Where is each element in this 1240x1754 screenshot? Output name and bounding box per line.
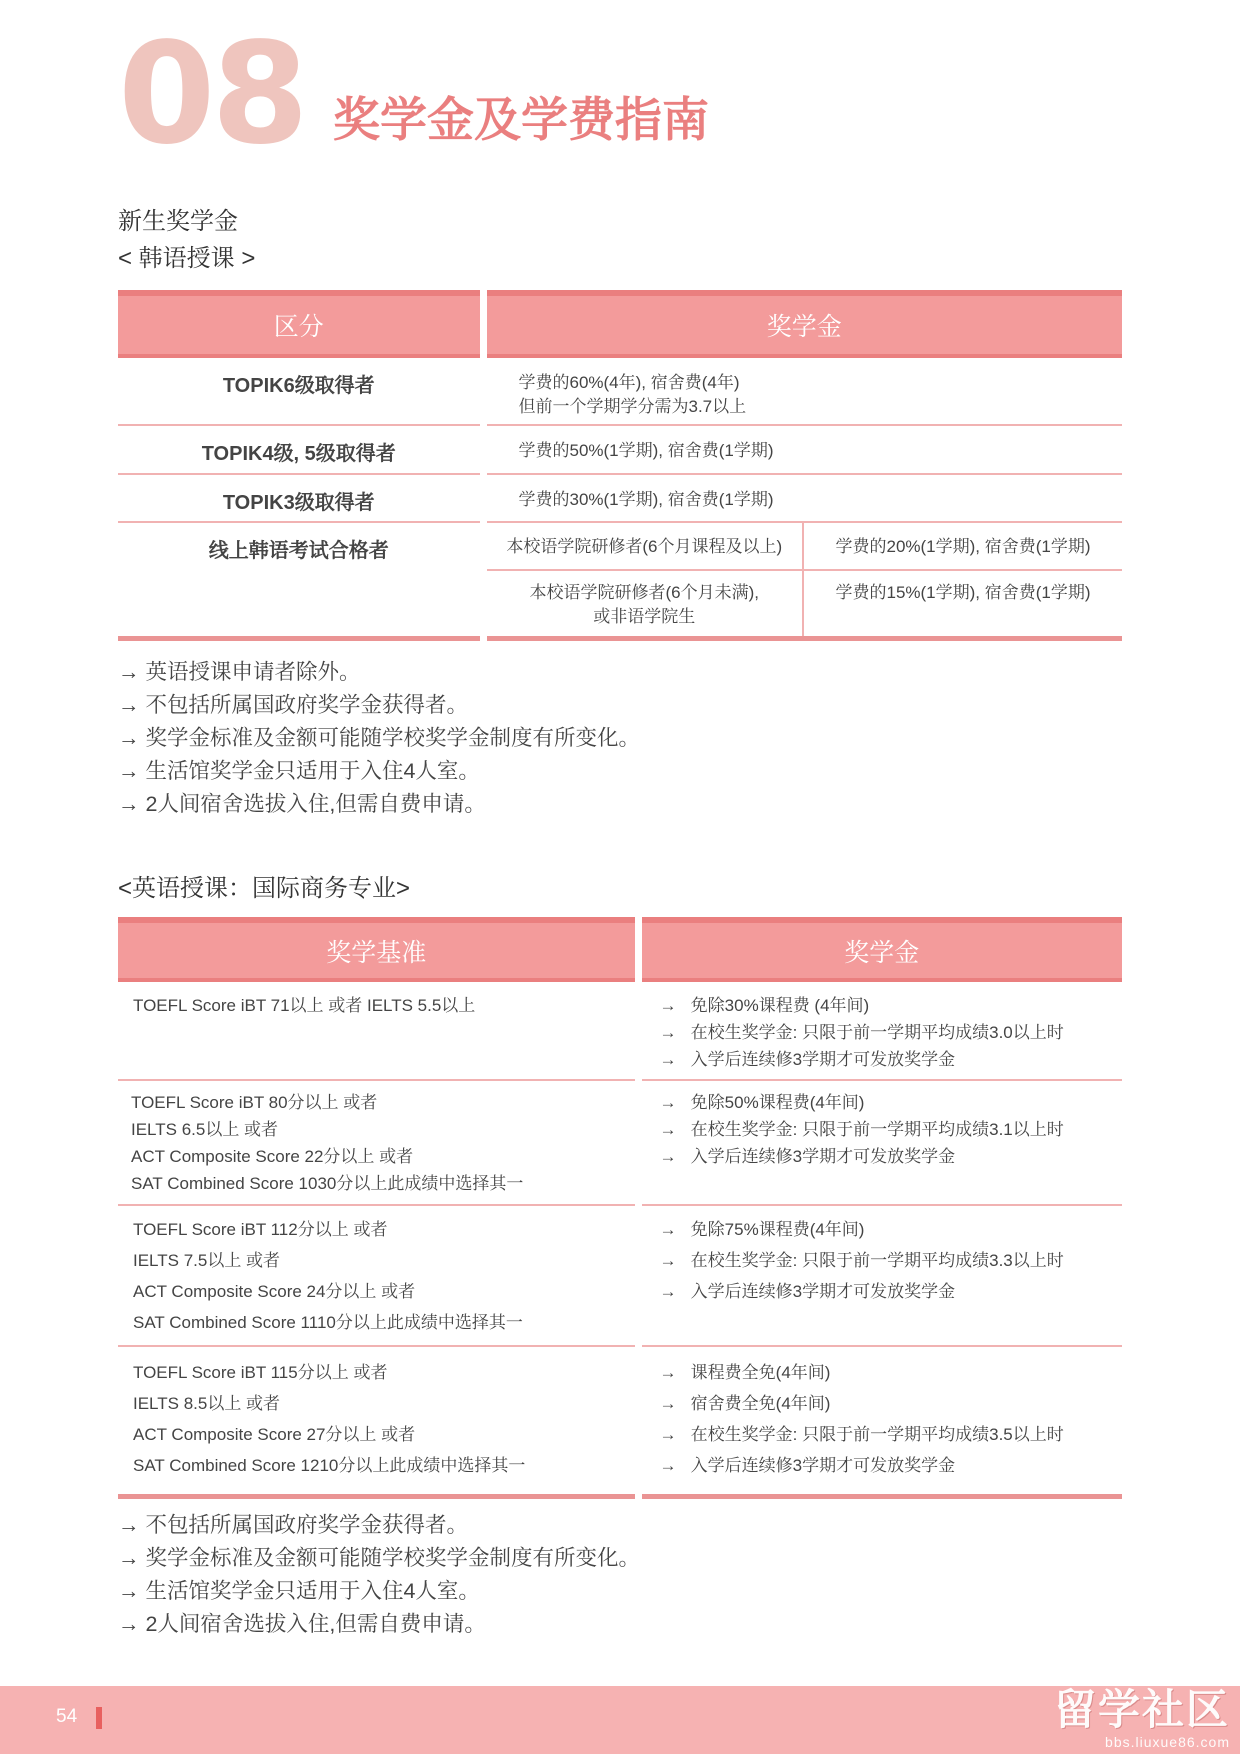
- table-row: [118, 980, 1122, 1080]
- note-item: → 英语授课申请者除外。: [118, 660, 361, 684]
- award-line: → 入学后连续修3学期才可发放奖学金: [659, 1147, 956, 1166]
- table-row: [118, 522, 1122, 570]
- table1-header-scholarship: 奖学金: [483, 293, 1122, 356]
- award-line: → 免除50%课程费(4年间): [659, 1093, 865, 1112]
- chapter-number: 08: [118, 13, 305, 176]
- row-label: TOPIK4级, 5级取得者: [201, 443, 396, 465]
- criteria-line: TOEFL Score iBT 115分以上 或者: [133, 1363, 388, 1382]
- note-item: → 奖学金标准及金额可能随学校奖学金制度有所变化。: [118, 726, 640, 750]
- row-value: 学费的50%(1学期), 宿舍费(1学期): [518, 441, 774, 460]
- award-line: → 在校生奖学金: 只限于前一学期平均成绩3.3以上时: [659, 1251, 1064, 1270]
- section2-notes: [118, 1509, 640, 1641]
- criteria-line: ACT Composite Score 22分以上 或者: [131, 1147, 414, 1166]
- section2-title: <英语授课：国际商务专业>: [118, 875, 411, 902]
- criteria-line: TOEFL Score iBT 80分以上 或者: [131, 1093, 378, 1112]
- row-value: 学费的60%(4年), 宿舍费(4年): [518, 373, 740, 392]
- sub-award: 学费的15%(1学期), 宿舍费(1学期): [835, 583, 1091, 602]
- sub-award: 学费的20%(1学期), 宿舍费(1学期): [835, 537, 1091, 556]
- award-line: → 入学后连续修3学期才可发放奖学金: [659, 1456, 956, 1475]
- criteria-line: SAT Combined Score 1110分以上此成绩中选择其一: [133, 1313, 523, 1332]
- note-item: → 不包括所属国政府奖学金获得者。: [118, 693, 468, 717]
- note-item: → 生活馆奖学金只适用于入住4人室。: [118, 759, 480, 783]
- criteria-line: TOEFL Score iBT 112分以上 或者: [133, 1220, 388, 1239]
- korean-scholarship-table: [118, 290, 1122, 641]
- award-line: → 宿舍费全免(4年间): [659, 1394, 831, 1413]
- criteria-line: IELTS 8.5以上 或者: [133, 1394, 281, 1413]
- note-item: → 奖学金标准及金额可能随学校奖学金制度有所变化。: [118, 1546, 640, 1570]
- award-line: → 免除30%课程费 (4年间): [659, 996, 870, 1015]
- note-item: → 不包括所属国政府奖学金获得者。: [118, 1513, 468, 1537]
- note-item: → 2人间宿舍选拔入住,但需自费申请。: [118, 1612, 486, 1636]
- row-label: TOPIK3级取得者: [222, 492, 375, 514]
- award-line: → 在校生奖学金: 只限于前一学期平均成绩3.0以上时: [659, 1023, 1064, 1042]
- table-row: [118, 1205, 1122, 1346]
- page-footer: [0, 1686, 1240, 1754]
- criteria-line: SAT Combined Score 1210分以上此成绩中选择其一: [133, 1456, 526, 1475]
- table-row: [118, 425, 1122, 474]
- note-item: → 2人间宿舍选拔入住,但需自费申请。: [118, 792, 486, 816]
- criteria-line: IELTS 6.5以上 或者: [131, 1120, 279, 1139]
- criteria-line: ACT Composite Score 27分以上 或者: [133, 1425, 416, 1444]
- page-number: 54: [56, 1706, 78, 1727]
- award-line: → 课程费全免(4年间): [659, 1363, 831, 1382]
- note-item: → 生活馆奖学金只适用于入住4人室。: [118, 1579, 480, 1603]
- section1-notes: [118, 656, 640, 821]
- watermark-url: bbs.liuxue86.com: [1105, 1734, 1230, 1750]
- criteria-line: TOEFL Score iBT 71以上 或者 IELTS 5.5以上: [133, 996, 476, 1015]
- row-label: TOPIK6级取得者: [222, 375, 375, 397]
- table-row: [118, 474, 1122, 522]
- sub-condition: 本校语学院研修者(6个月未满),: [529, 583, 759, 602]
- row-value: 但前一个学期学分需为3.7以上: [518, 397, 747, 416]
- award-line: → 在校生奖学金: 只限于前一学期平均成绩3.1以上时: [659, 1120, 1064, 1139]
- table-row: [118, 356, 1122, 425]
- criteria-line: IELTS 7.5以上 或者: [133, 1251, 281, 1270]
- section1-title: 新生奖学金: [118, 208, 238, 235]
- criteria-line: ACT Composite Score 24分以上 或者: [133, 1282, 416, 1301]
- table1-header-category: 区分: [118, 293, 483, 356]
- table-row: [118, 1080, 1122, 1205]
- table2-header-criteria: 奖学基准: [118, 920, 638, 980]
- watermark-name: 留学社区: [1053, 1686, 1230, 1733]
- page-marker: [96, 1707, 102, 1729]
- watermark: [1054, 1686, 1230, 1754]
- sub-condition: 本校语学院研修者(6个月课程及以上): [506, 537, 783, 556]
- chapter-title: 奖学金及学费指南: [333, 93, 709, 146]
- section1-subtitle: < 韩语授课 >: [118, 245, 256, 272]
- award-line: → 入学后连续修3学期才可发放奖学金: [659, 1050, 956, 1069]
- award-line: → 入学后连续修3学期才可发放奖学金: [659, 1282, 956, 1301]
- english-scholarship-table: [118, 917, 1122, 1499]
- row-value: 学费的30%(1学期), 宿舍费(1学期): [518, 490, 774, 509]
- row-label: 线上韩语考试合格者: [208, 540, 389, 562]
- table2-header-scholarship: 奖学金: [638, 920, 1122, 980]
- sub-condition: 或非语学院生: [593, 607, 696, 626]
- award-line: → 在校生奖学金: 只限于前一学期平均成绩3.5以上时: [659, 1425, 1064, 1444]
- criteria-line: SAT Combined Score 1030分以上此成绩中选择其一: [131, 1174, 524, 1193]
- award-line: → 免除75%课程费(4年间): [659, 1220, 865, 1239]
- table-row: [118, 1346, 1122, 1496]
